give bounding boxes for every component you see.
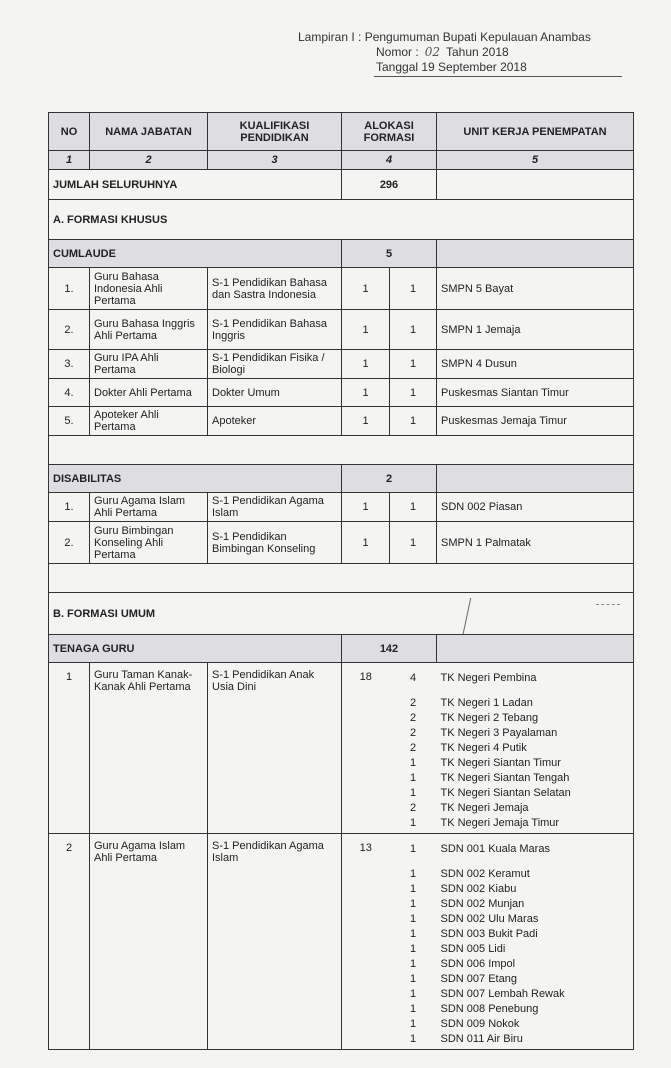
unit-count: 1 bbox=[409, 757, 417, 769]
unit-name: SDN 002 Munjan bbox=[440, 898, 525, 910]
row-pendidikan: S-1 Pendidikan Bimbingan Konseling bbox=[208, 522, 342, 564]
col-header: KUALIFIKASI PENDIDIKAN bbox=[208, 113, 342, 151]
unit-name: SDN 001 Kuala Maras bbox=[440, 843, 550, 855]
unit-name: SDN 002 Ulu Maras bbox=[440, 913, 539, 925]
header-tanggal: Tanggal 19 September 2018 bbox=[376, 60, 527, 74]
unit-count: 4 bbox=[409, 672, 417, 684]
unit-name: SDN 008 Penebung bbox=[440, 1003, 539, 1015]
table-row bbox=[49, 663, 634, 834]
row-alokasi: 1 bbox=[342, 379, 390, 407]
unit-name: SDN 002 Kiabu bbox=[440, 883, 517, 895]
row-no: 4. bbox=[49, 379, 90, 407]
row-no: 5. bbox=[49, 407, 90, 436]
row-pendidikan: S-1 Pendidikan Agama Islam bbox=[208, 493, 342, 522]
header-underline bbox=[374, 76, 622, 77]
row-alokasi-unit: 1 bbox=[390, 522, 437, 564]
row-alokasi-unit: 1 bbox=[390, 350, 437, 379]
unit-count: 1 bbox=[409, 988, 417, 1000]
row-alokasi: 1 bbox=[342, 407, 390, 436]
row-pendidikan: Dokter Umum bbox=[208, 379, 342, 407]
formasi-table bbox=[48, 112, 634, 1050]
row-jabatan: Guru IPA Ahli Pertama bbox=[90, 350, 208, 379]
unit-name: SDN 002 Keramut bbox=[440, 868, 530, 880]
table-header-row bbox=[49, 113, 634, 151]
handwritten-number: 02 bbox=[424, 45, 440, 59]
cumlaude-row: CUMLAUDE 5 bbox=[49, 240, 634, 268]
unit-name: SDN 003 Bukit Padi bbox=[440, 928, 538, 940]
unit-name: TK Negeri 4 Putik bbox=[440, 742, 527, 754]
row-no: 1. bbox=[49, 268, 90, 310]
row-alokasi: 1 bbox=[342, 522, 390, 564]
unit-name: SDN 007 Etang bbox=[440, 973, 517, 985]
row-no: 1 bbox=[49, 663, 90, 834]
unit-count: 1 bbox=[409, 973, 417, 985]
unit-name: TK Negeri 3 Payalaman bbox=[440, 727, 558, 739]
row-total: 13 bbox=[342, 834, 390, 1050]
unit-count: 1 bbox=[409, 868, 417, 880]
row-jabatan: Guru Bimbingan Konseling Ahli Pertama bbox=[90, 522, 208, 564]
row-unit: SMPN 1 Palmatak bbox=[437, 522, 634, 564]
total-row: JUMLAH SELURUHNYA 296 bbox=[49, 170, 634, 200]
row-unit: SDN 002 Piasan bbox=[437, 493, 634, 522]
col-header: ALOKASI FORMASI bbox=[342, 113, 437, 151]
table-row bbox=[49, 493, 634, 522]
row-alokasi: 1 bbox=[342, 268, 390, 310]
table-row bbox=[49, 834, 634, 1050]
row-alokasi-unit: 1 bbox=[390, 379, 437, 407]
unit-name: TK Negeri Siantan Timur bbox=[440, 757, 561, 769]
row-unit: Puskesmas Jemaja Timur bbox=[437, 407, 634, 436]
row-unit: SMPN 1 Jemaja bbox=[437, 310, 634, 350]
row-no: 2 bbox=[49, 834, 90, 1050]
row-unit: SMPN 5 Bayat bbox=[437, 268, 634, 310]
row-jabatan: Guru Agama Islam Ahli Pertama bbox=[90, 834, 208, 1050]
unit-count: 1 bbox=[409, 1003, 417, 1015]
unit-count-list bbox=[390, 663, 437, 834]
unit-count-list bbox=[390, 834, 437, 1050]
row-jabatan: Guru Bahasa Inggris Ahli Pertama bbox=[90, 310, 208, 350]
unit-count: 2 bbox=[409, 802, 417, 814]
unit-name: TK Negeri Jemaja Timur bbox=[440, 817, 560, 829]
section-b-row: B. FORMASI UMUM bbox=[49, 593, 634, 635]
unit-count: 1 bbox=[409, 958, 417, 970]
row-jabatan: Apoteker Ahli Pertama bbox=[90, 407, 208, 436]
unit-name: TK Negeri Jemaja bbox=[440, 802, 529, 814]
disabilitas-rows bbox=[49, 493, 634, 564]
row-alokasi-unit: 1 bbox=[390, 493, 437, 522]
row-no: 1. bbox=[49, 493, 90, 522]
table-row bbox=[49, 350, 634, 379]
unit-name: TK Negeri Siantan Tengah bbox=[440, 772, 570, 784]
row-unit: SMPN 4 Dusun bbox=[437, 350, 634, 379]
table-row bbox=[49, 310, 634, 350]
unit-name: TK Negeri Pembina bbox=[440, 672, 537, 684]
unit-count: 1 bbox=[409, 943, 417, 955]
unit-name: SDN 007 Lembah Rewak bbox=[440, 988, 565, 1000]
unit-name: TK Negeri 2 Tebang bbox=[440, 712, 539, 724]
col-header: NO bbox=[49, 113, 90, 151]
column-number-row: 1 2 3 4 5 bbox=[49, 151, 634, 170]
table-row bbox=[49, 379, 634, 407]
unit-name: SDN 011 Air Biru bbox=[440, 1033, 523, 1045]
tenaga-guru-row: TENAGA GURU 142 bbox=[49, 635, 634, 663]
row-unit: Puskesmas Siantan Timur bbox=[437, 379, 634, 407]
row-alokasi: 1 bbox=[342, 350, 390, 379]
table-row bbox=[49, 407, 634, 436]
row-pendidikan: S-1 Pendidikan Anak Usia Dini bbox=[208, 663, 342, 834]
cumlaude-rows bbox=[49, 268, 634, 436]
row-jabatan: Guru Bahasa Indonesia Ahli Pertama bbox=[90, 268, 208, 310]
unit-name: TK Negeri Siantan Selatan bbox=[440, 787, 571, 799]
row-pendidikan: Apoteker bbox=[208, 407, 342, 436]
row-jabatan: Guru Taman Kanak-Kanak Ahli Pertama bbox=[90, 663, 208, 834]
row-no: 3. bbox=[49, 350, 90, 379]
unit-count: 1 bbox=[409, 913, 417, 925]
row-jabatan: Dokter Ahli Pertama bbox=[90, 379, 208, 407]
unit-count: 2 bbox=[409, 727, 417, 739]
unit-name: SDN 005 Lidi bbox=[440, 943, 506, 955]
row-alokasi-unit: 1 bbox=[390, 407, 437, 436]
unit-name-list bbox=[437, 663, 634, 834]
document-header bbox=[298, 30, 591, 75]
unit-count: 2 bbox=[409, 742, 417, 754]
row-pendidikan: S-1 Pendidikan Bahasa Inggris bbox=[208, 310, 342, 350]
section-a-row: A. FORMASI KHUSUS bbox=[49, 200, 634, 240]
unit-name: SDN 009 Nokok bbox=[440, 1018, 520, 1030]
row-pendidikan: S-1 Pendidikan Bahasa dan Sastra Indonesia bbox=[208, 268, 342, 310]
row-jabatan: Guru Agama Islam Ahli Pertama bbox=[90, 493, 208, 522]
row-pendidikan: S-1 Pendidikan Agama Islam bbox=[208, 834, 342, 1050]
row-alokasi-unit: 1 bbox=[390, 310, 437, 350]
unit-count: 1 bbox=[409, 883, 417, 895]
unit-count: 1 bbox=[409, 898, 417, 910]
tenaga-guru-rows bbox=[49, 663, 634, 1050]
unit-count: 1 bbox=[409, 1018, 417, 1030]
spacer-row bbox=[49, 564, 634, 593]
col-header: UNIT KERJA PENEMPATAN bbox=[437, 113, 634, 151]
unit-name-list bbox=[437, 834, 634, 1050]
disabilitas-row: DISABILITAS 2 bbox=[49, 465, 634, 493]
row-pendidikan: S-1 Pendidikan Fisika / Biologi bbox=[208, 350, 342, 379]
unit-count: 1 bbox=[409, 928, 417, 940]
row-no: 2. bbox=[49, 310, 90, 350]
header-line1: Lampiran I : Pengumuman Bupati Kepulauan Anambas bbox=[298, 30, 591, 44]
table-row bbox=[49, 522, 634, 564]
header-nomor: Nomor : 02 Tahun 2018 bbox=[376, 45, 509, 59]
unit-count: 2 bbox=[409, 712, 417, 724]
col-header: NAMA JABATAN bbox=[90, 113, 208, 151]
unit-name: SDN 006 Impol bbox=[440, 958, 516, 970]
table-row bbox=[49, 268, 634, 310]
spacer-row bbox=[49, 436, 634, 465]
row-alokasi: 1 bbox=[342, 493, 390, 522]
unit-count: 1 bbox=[409, 843, 417, 855]
unit-name: TK Negeri 1 Ladan bbox=[440, 697, 533, 709]
unit-count: 1 bbox=[409, 772, 417, 784]
unit-count: 1 bbox=[409, 787, 417, 799]
unit-count: 2 bbox=[409, 697, 417, 709]
unit-count: 1 bbox=[409, 817, 417, 829]
row-total: 18 bbox=[342, 663, 390, 834]
total-value: 296 bbox=[342, 170, 437, 200]
row-alokasi: 1 bbox=[342, 310, 390, 350]
row-no: 2. bbox=[49, 522, 90, 564]
row-alokasi-unit: 1 bbox=[390, 268, 437, 310]
unit-count: 1 bbox=[409, 1033, 417, 1045]
